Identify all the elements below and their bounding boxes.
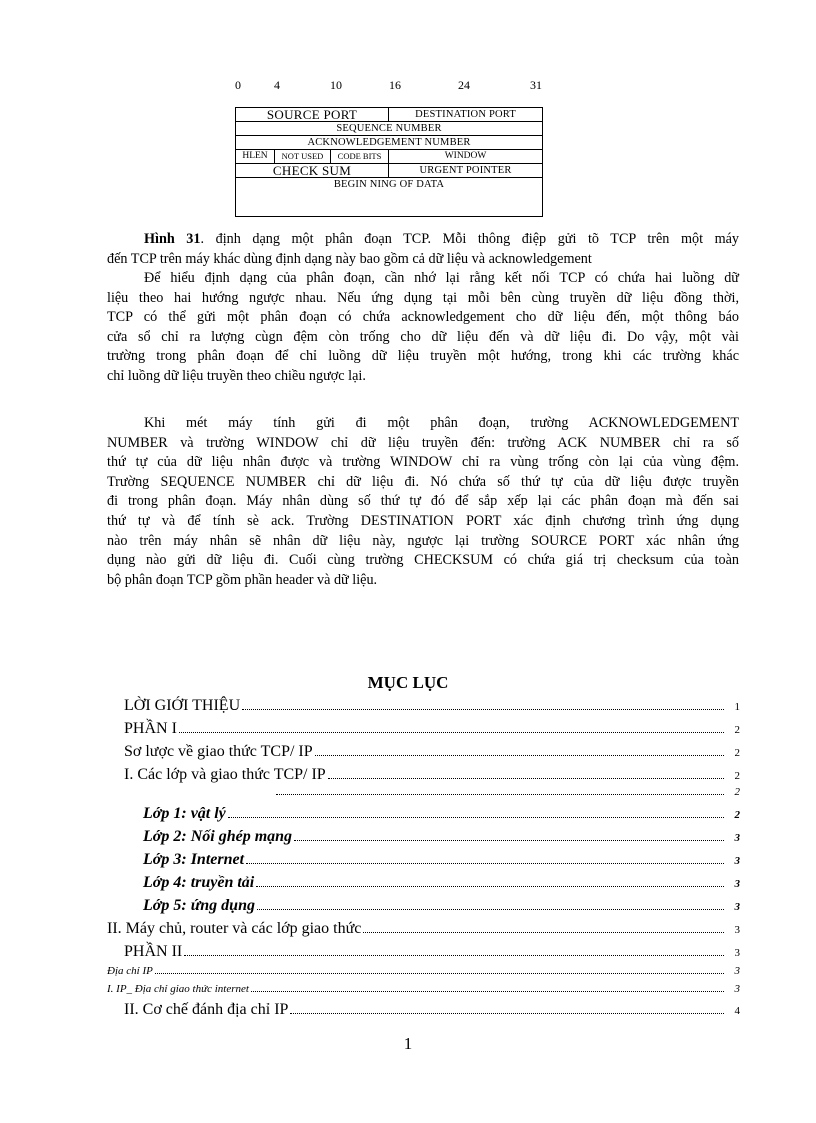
toc-entry-text: PHẦN II	[124, 943, 183, 960]
toc-entry[interactable]	[124, 943, 740, 961]
paragraph-line: nào trên máy nhân sẽ nhân dữ liệu này, ngược lại trường SOURCE PORT xác nhân ứng	[107, 532, 739, 549]
bit-label: 16	[389, 78, 401, 92]
sequence-number-field: SEQUENCE NUMBER	[236, 122, 543, 136]
toc-page-number: 1	[734, 701, 740, 713]
destination-port-field: DESTINATION PORT	[389, 108, 543, 122]
bit-label: 10	[330, 78, 342, 92]
page-number: 1	[403, 1034, 413, 1053]
toc-entry-text: I. IP_ Địa chỉ giao thức internet	[107, 983, 249, 995]
toc-page-number: 3	[734, 983, 740, 995]
toc-page-number: 4	[734, 1005, 740, 1017]
toc-entry[interactable]	[124, 743, 740, 761]
toc-leader	[242, 708, 724, 710]
toc-entry-text: Lớp 2: Nối ghép mạng	[143, 828, 293, 845]
toc-page-number: 3	[734, 878, 740, 890]
toc-page-number: 3	[734, 901, 740, 913]
toc-leader	[257, 908, 724, 910]
toc-leader	[228, 816, 724, 818]
toc-entry-text: Lớp 4: truyền tải	[143, 874, 255, 891]
paragraph-line: chỉ luồng dữ liệu truyền theo chiều ngược lại.	[107, 367, 366, 384]
toc-leader	[246, 862, 724, 864]
toc-entry[interactable]	[124, 1001, 740, 1019]
paragraph-line: liệu theo hai hướng ngược nhau. Nếu ứng dụng tại mỗi bên cùng truyền dữ liệu đồng thời,	[107, 289, 739, 306]
hlen-field: HLEN	[236, 150, 275, 164]
source-port-field: SOURCE PORT	[236, 108, 389, 122]
paragraph-line: TCP có thể gửi một phân đoạn có chứa acknowledgement cho dữ liệu đến, một thông báo	[107, 309, 739, 326]
code-bits-field: CODE BITS	[331, 150, 389, 164]
toc-entry[interactable]	[143, 897, 740, 915]
paragraph-line: trường trong phân đoạn để chỉ luồng dữ liệu truyền một hướng, trong khi các trường khác	[107, 348, 739, 365]
toc-leader	[251, 990, 724, 992]
urgent-pointer-field: URGENT POINTER	[389, 164, 543, 178]
toc-page-number: 3	[734, 965, 740, 977]
paragraph-line: đi trong phân đoạn. Máy nhân dùng số thứ tự đó để sắp xếp lại các phân đoạn mà đến sai	[107, 493, 739, 510]
toc-leader	[363, 931, 724, 933]
toc-page-number: 3	[734, 832, 740, 844]
toc-entry-text: Địa chỉ IP	[107, 965, 153, 977]
figure-label: Hình 31	[144, 231, 201, 247]
caption-line: . định dạng một phân đoạn TCP. Mỗi thông điệp gửi tõ TCP trên một máy	[200, 231, 739, 247]
toc-entry-text: Lớp 3: Internet	[143, 851, 245, 868]
toc-page-number: 2	[734, 770, 740, 782]
acknowledgement-number-field: ACKNOWLEDGEMENT NUMBER	[236, 136, 543, 150]
toc-entry[interactable]	[143, 851, 740, 869]
toc-entry-text: II. Máy chủ, router và các lớp giao thức	[107, 920, 362, 937]
toc-leader	[184, 954, 724, 956]
figure-caption	[107, 230, 739, 269]
toc-leader	[276, 793, 724, 795]
toc-entry[interactable]	[124, 766, 740, 784]
toc-entry[interactable]	[143, 874, 740, 892]
not-used-field: NOT USED	[275, 150, 331, 164]
paragraph-field-meanings	[107, 414, 739, 590]
toc-page-number: 3	[734, 947, 740, 959]
toc-page-number: 2	[734, 809, 740, 821]
window-field: WINDOW	[389, 150, 543, 164]
bit-position-scale	[0, 78, 816, 92]
toc-entry[interactable]	[274, 786, 740, 798]
toc-entry-text: II. Cơ chế đánh địa chỉ IP	[124, 1001, 289, 1018]
toc-entry-text: Lớp 1: vật lý	[143, 805, 226, 822]
toc-leader	[294, 839, 724, 841]
toc-entry[interactable]	[124, 697, 740, 715]
toc-leader	[328, 777, 724, 779]
paragraph-line: bộ phân đoạn TCP gồm phần header và dữ liệu.	[107, 571, 378, 588]
toc-entry-text: Lớp 5: ứng dụng	[143, 897, 255, 914]
toc-entry-text: I. Các lớp và giao thức TCP/ IP	[124, 766, 326, 783]
paragraph-line: NUMBER và trường WINDOW chỉ dữ liệu truyền đến: trường ACK NUMBER chỉ ra số	[107, 434, 739, 451]
toc-entry-text: Sơ lược về giao thức TCP/ IP	[124, 743, 313, 760]
toc-page-number: 3	[734, 924, 740, 936]
paragraph-line: Để hiểu định dạng của phân đoạn, cần nhớ lại rằng kết nối TCP có chứa hai luồng dữ	[144, 270, 739, 286]
toc-leader	[256, 885, 724, 887]
toc-entry[interactable]	[107, 965, 740, 977]
toc-leader	[155, 972, 724, 974]
toc-page-number: 2	[734, 747, 740, 759]
bit-label: 4	[274, 78, 280, 92]
toc-page-number: 3	[734, 855, 740, 867]
bit-label: 24	[458, 78, 470, 92]
toc-entry[interactable]	[143, 828, 740, 846]
toc-entry[interactable]	[107, 920, 740, 938]
bit-label: 31	[530, 78, 542, 92]
toc-entry[interactable]	[143, 805, 740, 823]
toc-page-number: 2	[734, 724, 740, 736]
tcp-segment-format-table	[235, 107, 543, 217]
paragraph-line: cửa sổ chỉ ra lượng cùgn đệm còn trống cho dữ liệu đến và dữ liệu đi. Do vậy, một vài	[107, 328, 739, 345]
paragraph-line: thứ tự và để tính sè ack. Trường DESTINATION PORT xác định chương trình ứng dụng	[107, 512, 739, 529]
toc-entry[interactable]	[107, 983, 740, 995]
toc-entry-text: LỜI GIỚI THIỆU	[124, 697, 241, 714]
paragraph-line: thứ tự của dữ liệu nhân được và trường WINDOW chỉ ra vùng trống còn lại của vùng đệm.	[107, 454, 739, 471]
caption-line: đến TCP trên máy khác dùng định dạng này bao gồm cả dữ liệu và acknowledgement	[107, 250, 592, 267]
paragraph-segment-format	[107, 269, 739, 387]
toc-leader	[290, 1012, 724, 1014]
toc-entry-text: PHẦN I	[124, 720, 177, 737]
paragraph-line: Khi mét máy tính gửi đi một phân đoạn, trường ACKNOWLEDGEMENT	[144, 415, 739, 431]
toc-leader	[179, 731, 724, 733]
toc-leader	[315, 754, 724, 756]
paragraph-line: Trường SEQUENCE NUMBER chỉ dữ liệu đi. Nó chứa số thứ tự của dữ liệu được truyền	[107, 473, 739, 490]
toc-entry[interactable]	[124, 720, 740, 738]
bit-label: 0	[235, 78, 241, 92]
paragraph-line: dụng nào gửi dữ liệu đi. Cuối cùng trường CHECKSUM có chứa giá trị checksum của toàn	[107, 552, 739, 569]
toc-title: MỤC LỤC	[367, 673, 449, 692]
checksum-field: CHECK SUM	[236, 164, 389, 178]
data-field: BEGIN NING OF DATA	[236, 178, 543, 217]
toc-page-number: 2	[734, 786, 740, 798]
